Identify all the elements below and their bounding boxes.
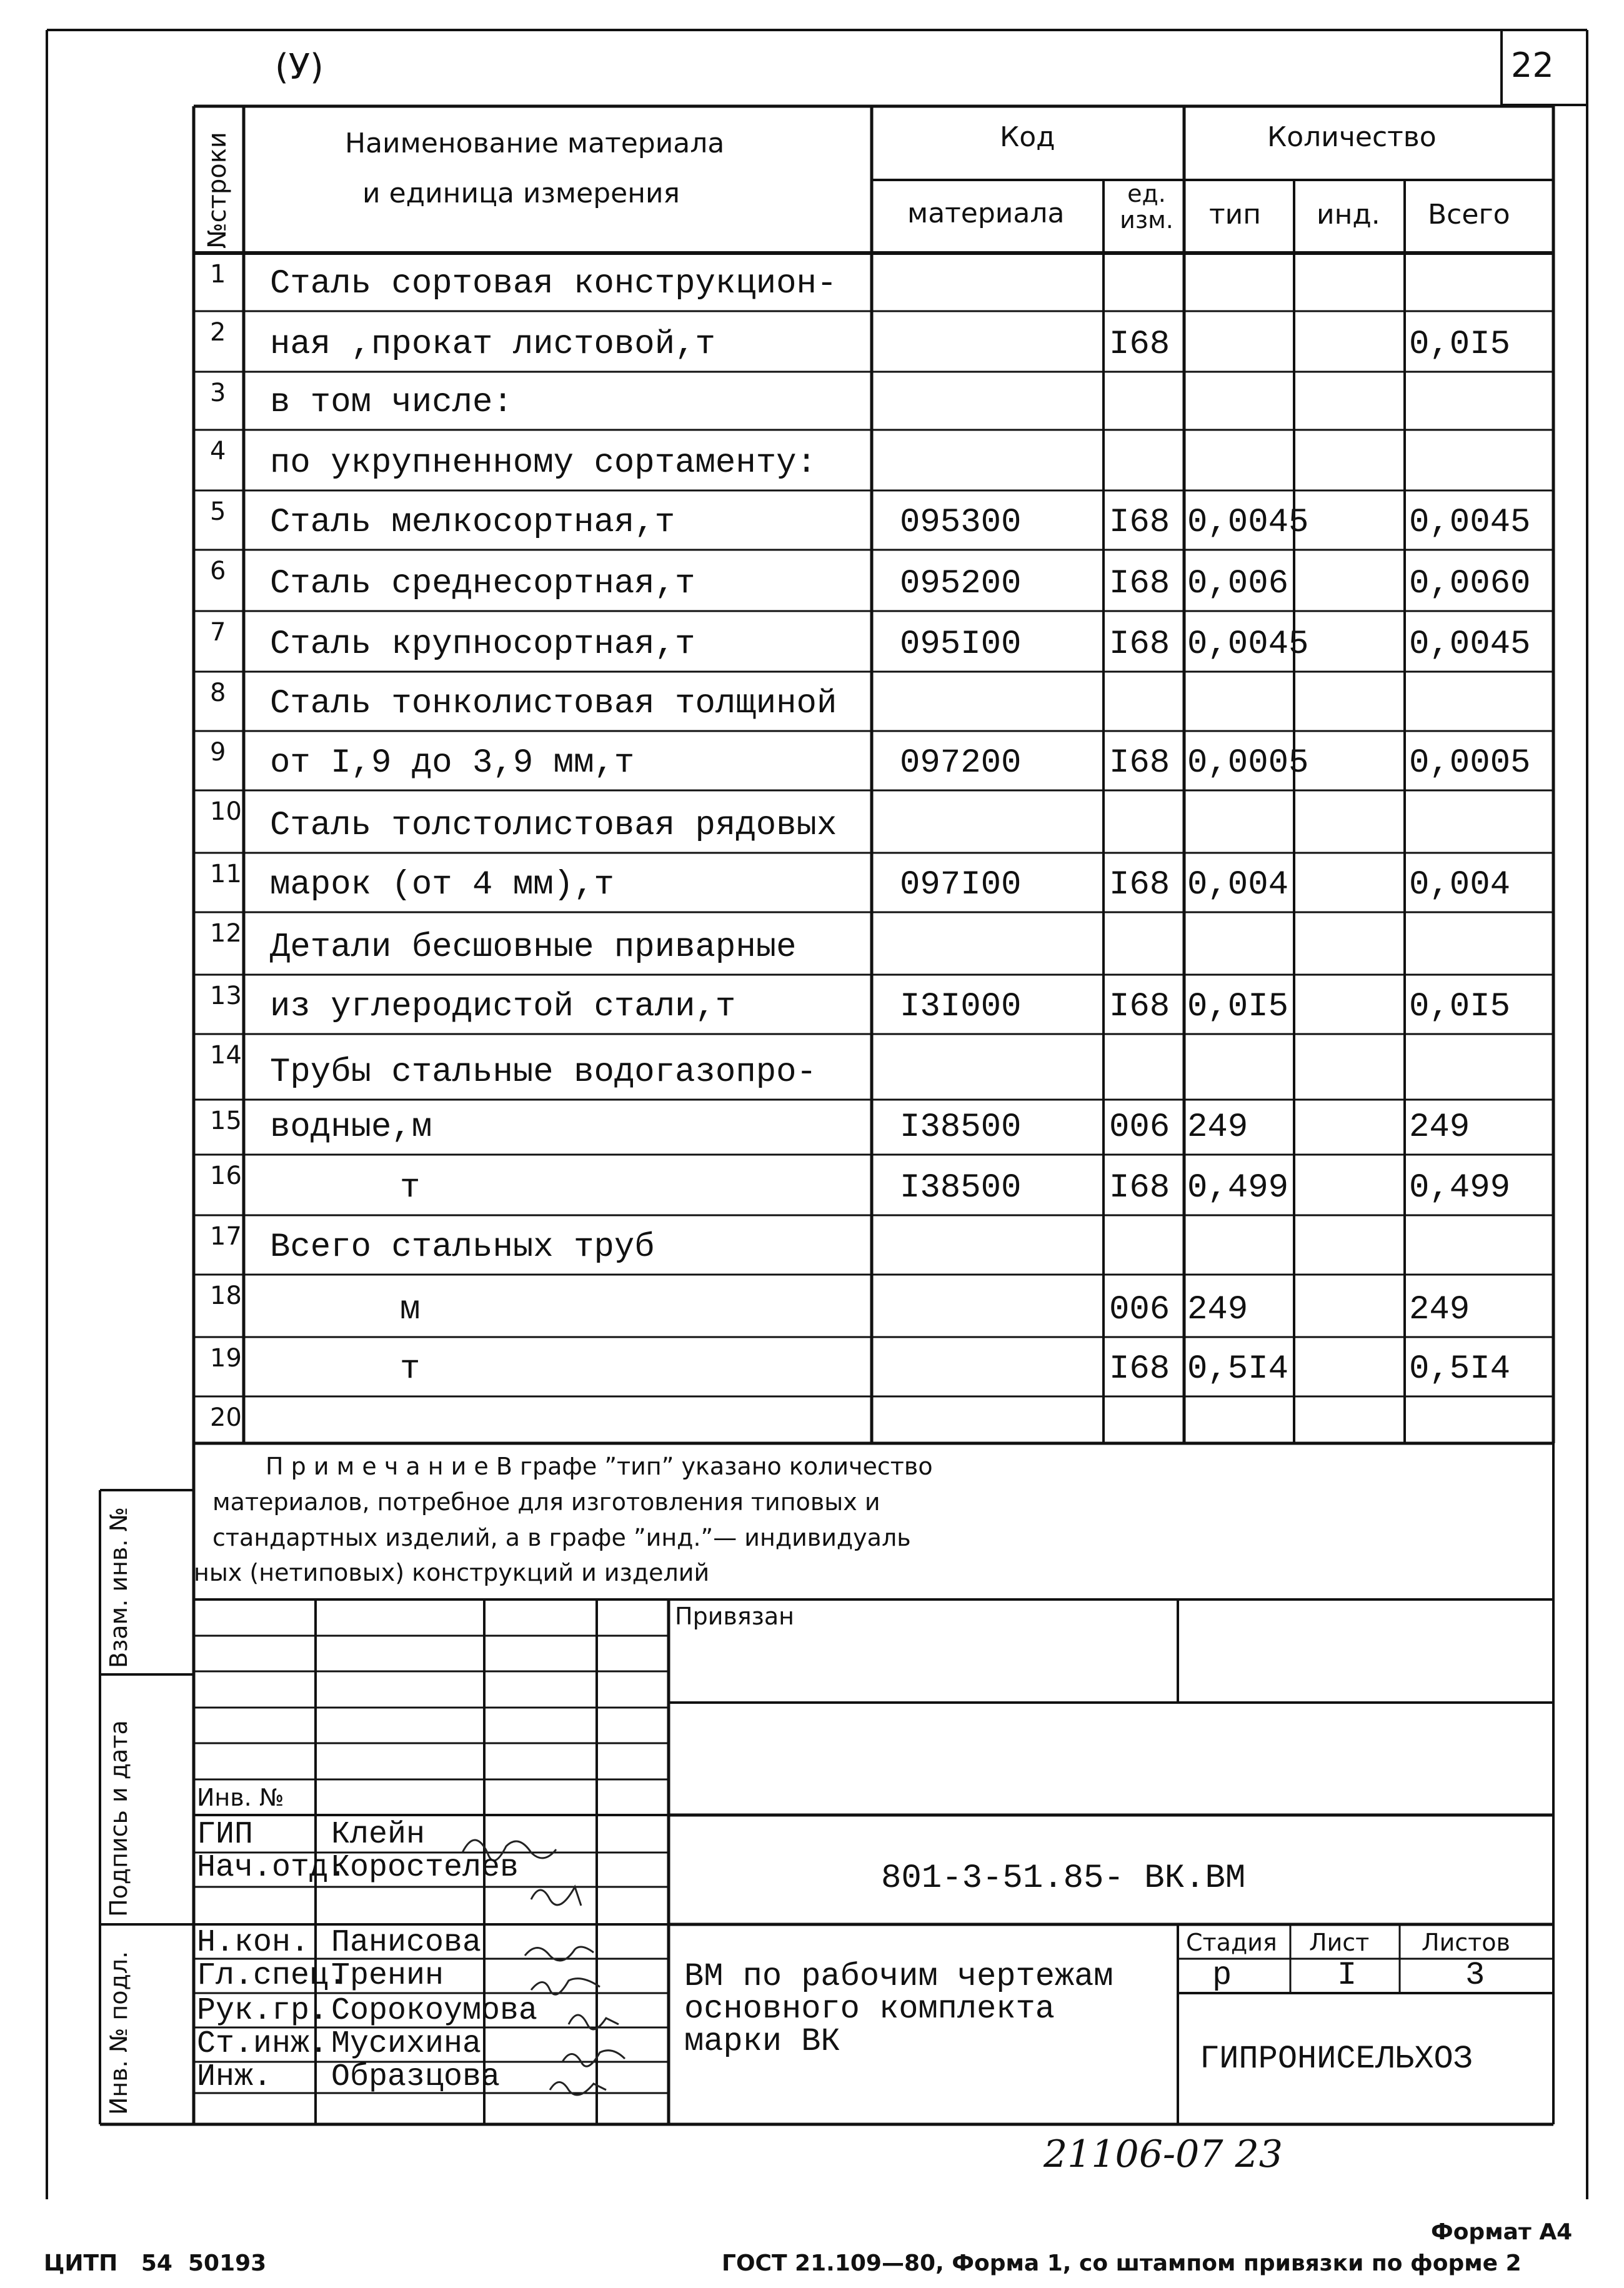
- row-number: 13: [210, 982, 242, 1010]
- row-number: 19: [210, 1344, 242, 1373]
- row-unit: 006: [1109, 1108, 1170, 1146]
- signer-role: Н.кон.: [197, 1925, 310, 1961]
- header-quantity: Количество: [1267, 121, 1437, 153]
- row-name: Сталь тонколистовая толщиной: [270, 685, 837, 723]
- row-name: Всего стальных труб: [270, 1228, 655, 1266]
- row-type: 0,0045: [1187, 625, 1309, 664]
- row-number: 16: [210, 1161, 242, 1190]
- row-code: I38500: [900, 1108, 1022, 1146]
- stamp-title-3: марки ВК: [684, 2023, 840, 2060]
- row-type: 0,004: [1187, 866, 1289, 904]
- row-number: 18: [210, 1281, 242, 1310]
- row-number: 11: [210, 860, 242, 888]
- row-total: 249: [1409, 1291, 1470, 1329]
- row-name: от I,9 до 3,9 мм,т: [270, 744, 635, 782]
- bottom-right-gost: ГОСТ 21.109—80, Форма 1, со штампом привязки по форме 2: [722, 2251, 1522, 2276]
- row-total: 0,5I4: [1409, 1350, 1511, 1388]
- archive-number: 21106-07 23: [1044, 2132, 1283, 2176]
- stamp-sheet-label: Лист: [1309, 1929, 1370, 1956]
- row-type: 0,0045: [1187, 504, 1309, 542]
- header-qty-total: Всего: [1428, 199, 1510, 231]
- row-name: Сталь крупносортная,т: [270, 625, 695, 664]
- header-qty-type: тип: [1209, 199, 1261, 231]
- row-total: 0,004: [1409, 866, 1511, 904]
- signer-role: Инж.: [197, 2059, 272, 2095]
- row-total: 0,499: [1409, 1169, 1511, 1207]
- row-type: 0,0I5: [1187, 988, 1289, 1026]
- row-number: 6: [210, 557, 226, 585]
- row-code: 097200: [900, 744, 1022, 782]
- row-code: 095I00: [900, 625, 1022, 664]
- row-unit: I68: [1109, 1350, 1170, 1388]
- row-name: марок (от 4 мм),т: [270, 866, 614, 904]
- row-name: Трубы стальные водогазопро-: [270, 1053, 817, 1092]
- signer-role: Нач.отд.: [197, 1850, 347, 1886]
- header-name-unit: и единица измерения: [362, 177, 680, 209]
- row-unit: I68: [1109, 866, 1170, 904]
- signer-role: ГИП: [197, 1817, 254, 1853]
- row-name: Сталь сортовая конструкцион-: [270, 265, 837, 303]
- header-row-no: №строки: [203, 132, 232, 249]
- row-number: 5: [210, 497, 226, 526]
- note-line-2: материалов, потребное для изготовления типовых и: [212, 1488, 880, 1516]
- row-number: 7: [210, 618, 226, 647]
- row-type: 0,5I4: [1187, 1350, 1289, 1388]
- stamp-title-1: ВМ по рабочим чертежам: [684, 1958, 1113, 1995]
- side-label-podpis: Подпись и дата: [105, 1720, 132, 1917]
- row-name: Сталь среднесортная,т: [270, 565, 695, 603]
- row-unit: I68: [1109, 1169, 1170, 1207]
- row-number: 9: [210, 738, 226, 767]
- row-name: м: [400, 1291, 421, 1329]
- row-name: Детали бесшовные приварные: [270, 928, 797, 967]
- row-total: 0,0045: [1409, 625, 1531, 664]
- header-name: Наименование материала: [345, 127, 725, 159]
- note-line-1: П р и м е ч а н и е В графе ”тип” указано количество: [266, 1453, 933, 1480]
- signer-name: Мусихина: [331, 2026, 482, 2062]
- signer-role: Рук.гр.: [197, 1993, 329, 2029]
- row-total: 0,0I5: [1409, 988, 1511, 1026]
- row-type: 249: [1187, 1291, 1248, 1329]
- row-name: по укрупненному сортаменту:: [270, 444, 817, 482]
- header-code-unit: ед. изм.: [1120, 180, 1173, 234]
- stamp-sheet: I: [1337, 1957, 1357, 1994]
- signer-name: Коростелев: [331, 1850, 519, 1886]
- row-number: 20: [210, 1403, 242, 1432]
- row-name: из углеродистой стали,т: [270, 988, 736, 1026]
- row-type: 0,499: [1187, 1169, 1289, 1207]
- signer-role: Гл.спец.: [197, 1958, 347, 1994]
- stamp-inv-no: Инв. №: [197, 1784, 284, 1811]
- row-number: 2: [210, 318, 226, 347]
- row-type: 249: [1187, 1108, 1248, 1146]
- row-total: 0,0I5: [1409, 326, 1511, 364]
- signer-name: Сорокоумова: [331, 1993, 538, 2029]
- page-marker: (У): [275, 47, 324, 87]
- signer-name: Тренин: [331, 1958, 444, 1994]
- side-label-inv-podl: Инв. № подл.: [105, 1951, 132, 2115]
- row-number: 4: [210, 437, 226, 465]
- stamp-sheets-label: Листов: [1422, 1929, 1510, 1956]
- row-unit: I68: [1109, 744, 1170, 782]
- row-unit: I68: [1109, 988, 1170, 1026]
- row-number: 1: [210, 260, 226, 289]
- header-code-material: материала: [907, 197, 1065, 229]
- row-number: 12: [210, 919, 242, 948]
- side-label-vzam: Взам. инв. №: [105, 1506, 132, 1668]
- row-type: 0,006: [1187, 565, 1289, 603]
- row-name: водные,м: [270, 1108, 432, 1146]
- row-number: 8: [210, 679, 226, 707]
- row-code: I3I000: [900, 988, 1022, 1026]
- row-code: 097I00: [900, 866, 1022, 904]
- row-type: 0,0005: [1187, 744, 1309, 782]
- signer-name: Клейн: [331, 1817, 426, 1853]
- row-number: 10: [210, 797, 242, 826]
- row-total: 0,0060: [1409, 565, 1531, 603]
- stamp-stage: р: [1212, 1957, 1232, 1994]
- signer-name: Образцова: [331, 2059, 501, 2095]
- stamp-sheets: 3: [1465, 1957, 1485, 1994]
- page-number: 22: [1511, 46, 1554, 85]
- row-number: 17: [210, 1222, 242, 1251]
- row-total: 0,0005: [1409, 744, 1531, 782]
- row-unit: I68: [1109, 565, 1170, 603]
- row-unit: 006: [1109, 1291, 1170, 1329]
- row-unit: I68: [1109, 625, 1170, 664]
- row-name: в том числе:: [270, 384, 513, 422]
- stamp-title-2: основного комплекта: [684, 1991, 1055, 2027]
- stamp-privyazan: Привязан: [675, 1603, 794, 1630]
- row-unit: I68: [1109, 326, 1170, 364]
- header-code: Код: [1000, 121, 1055, 153]
- row-name: Сталь мелкосортная,т: [270, 504, 675, 542]
- stamp-organization: ГИПРОНИСЕЛЬХОЗ: [1200, 2041, 1473, 2077]
- row-code: I38500: [900, 1169, 1022, 1207]
- row-total: 249: [1409, 1108, 1470, 1146]
- stamp-stage-label: Стадия: [1186, 1929, 1277, 1956]
- row-unit: I68: [1109, 504, 1170, 542]
- bottom-left-code: ЦИТП 54 50193: [44, 2251, 267, 2276]
- format-label: Формат А4: [1431, 2219, 1573, 2245]
- signer-name: Панисова: [331, 1925, 482, 1961]
- row-total: 0,0045: [1409, 504, 1531, 542]
- row-number: 14: [210, 1041, 242, 1070]
- header-qty-ind: инд.: [1317, 199, 1380, 231]
- stamp-designation: 801-3-51.85- ВК.ВМ: [881, 1859, 1246, 1898]
- note-line-3: стандартных изделий, а в графе ”инд.”— индивидуаль: [212, 1524, 911, 1551]
- row-code: 095300: [900, 504, 1022, 542]
- signer-role: Ст.инж.: [197, 2026, 329, 2062]
- row-name: Сталь толстолистовая рядовых: [270, 807, 837, 845]
- row-name: ная ,прокат листовой,т: [270, 326, 715, 364]
- row-number: 3: [210, 379, 226, 407]
- row-name: т: [400, 1350, 421, 1388]
- row-number: 15: [210, 1107, 242, 1135]
- row-code: 095200: [900, 565, 1022, 603]
- note-line-4: ных (нетиповых) конструкций и изделий: [194, 1559, 710, 1586]
- row-name: т: [400, 1169, 421, 1207]
